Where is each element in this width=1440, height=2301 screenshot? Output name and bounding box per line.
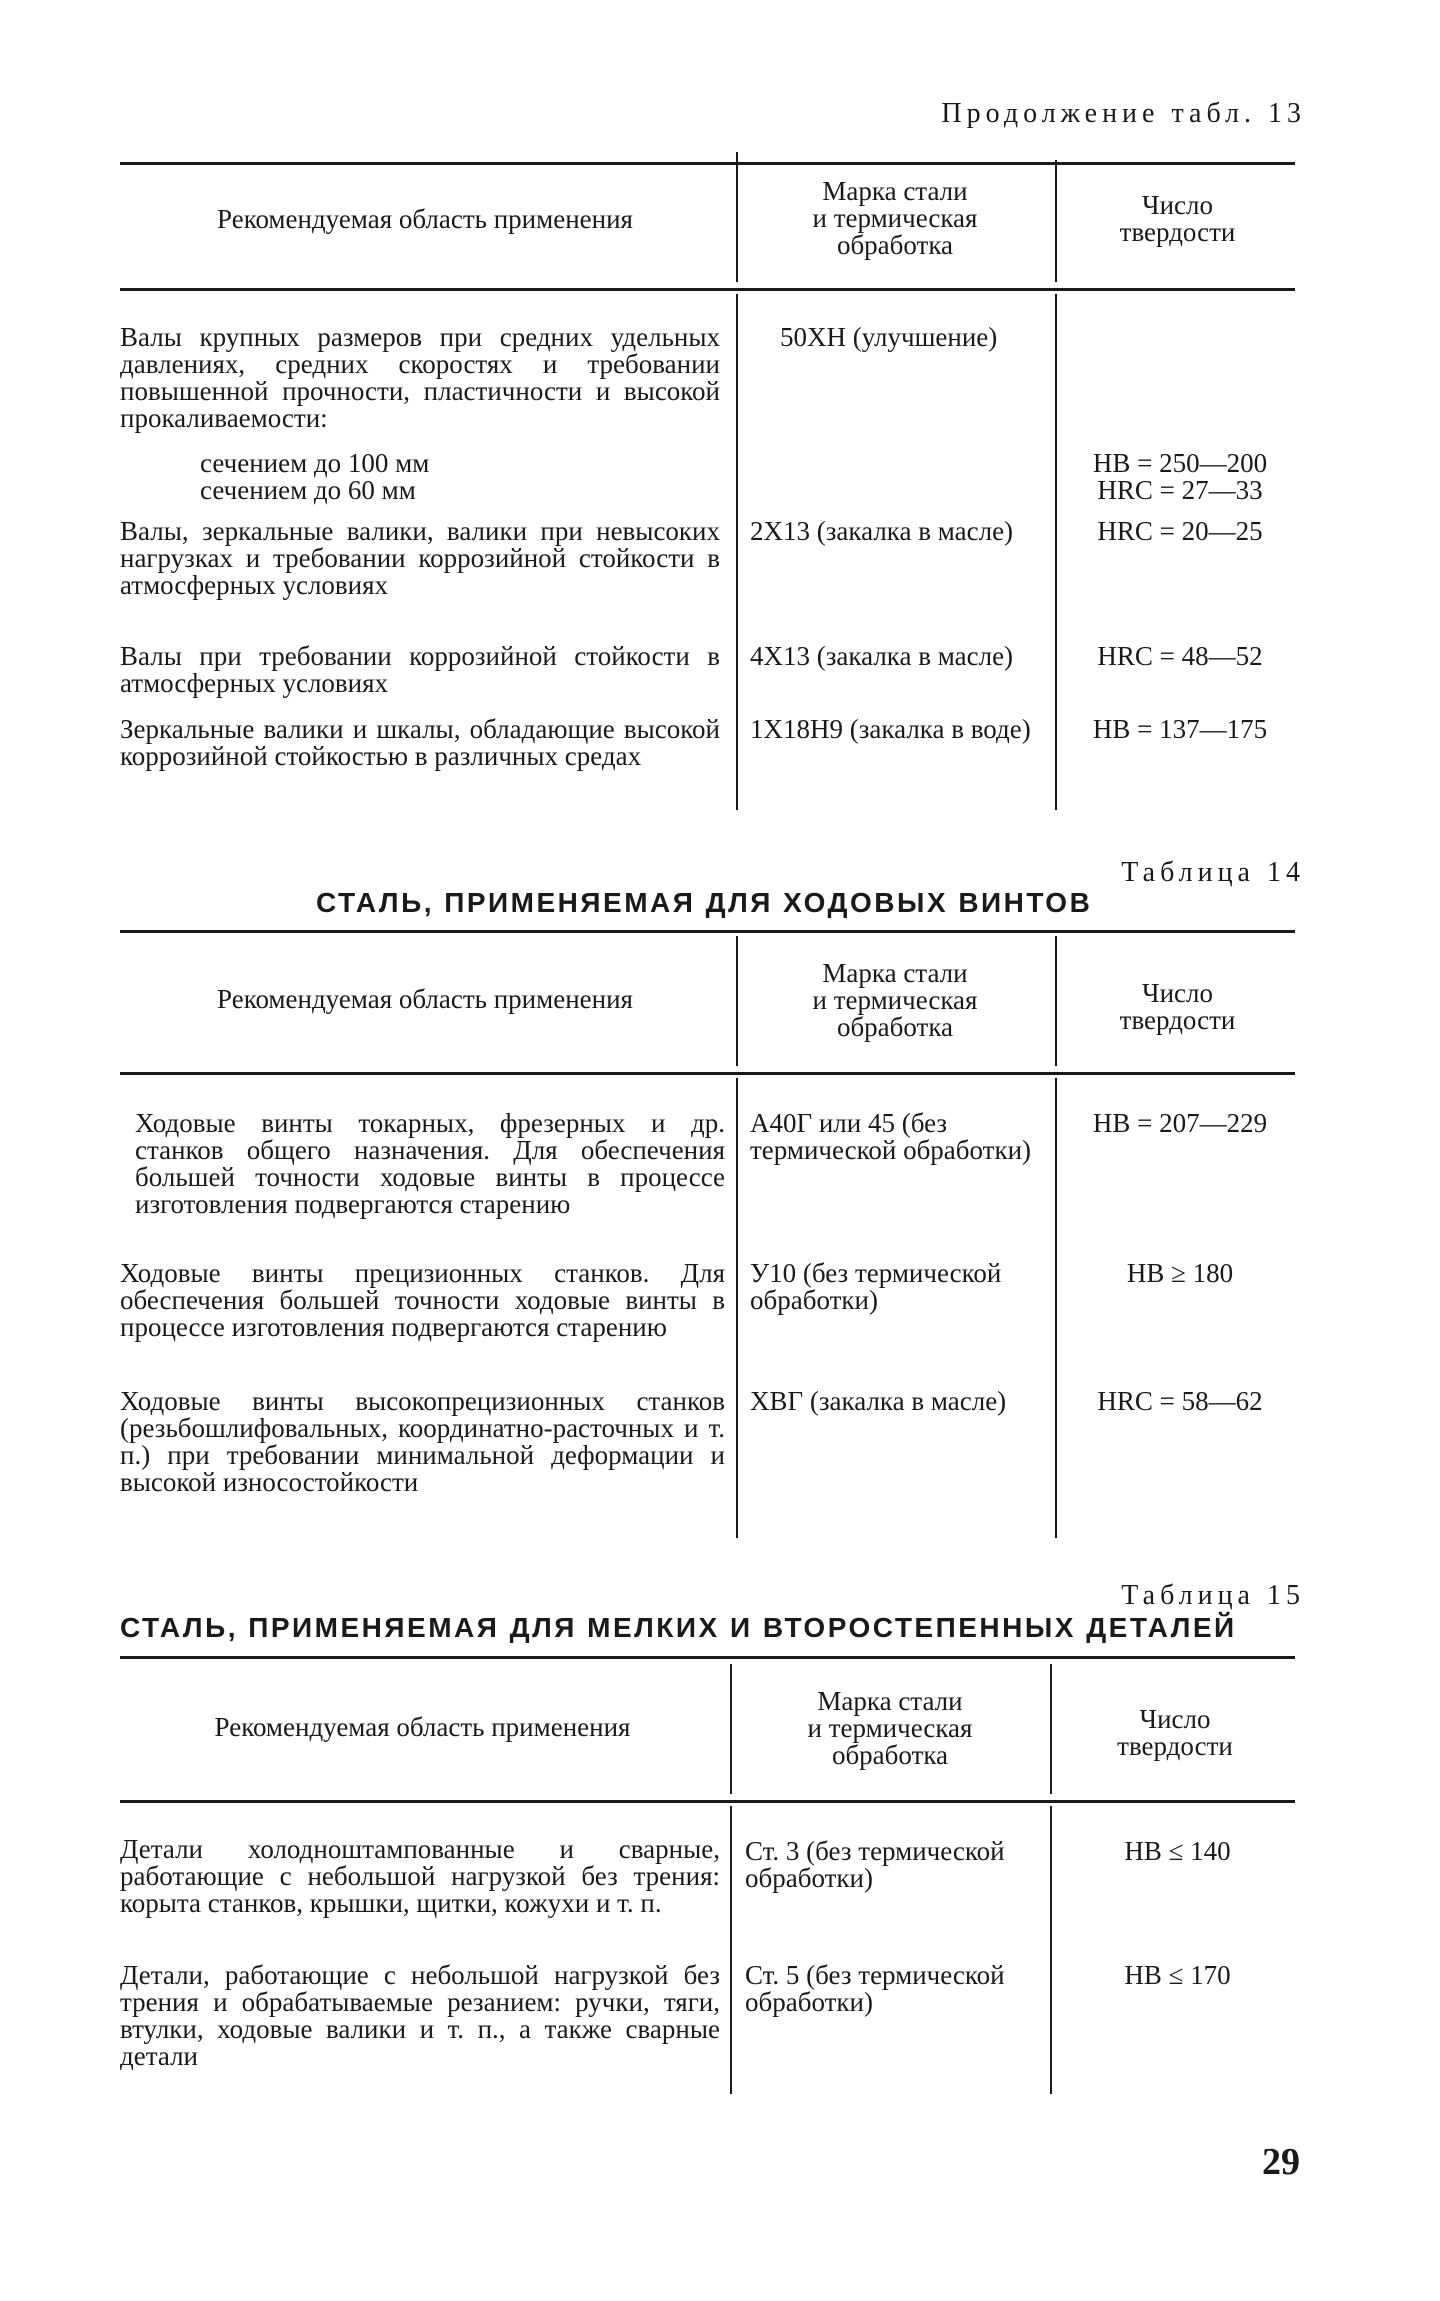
column-divider bbox=[1055, 936, 1057, 1066]
table-top-rule bbox=[120, 1656, 1295, 1659]
table-row-steel: А40Г или 45 (без термической обработки) bbox=[750, 1108, 1032, 1165]
header-steel: Марка стали и термическая обработка bbox=[812, 958, 978, 1042]
table-row-hardness: НВ ≤ 170 bbox=[1124, 1960, 1231, 1990]
header-area: Рекомендуемая область применения bbox=[217, 204, 633, 234]
column-divider bbox=[1055, 1078, 1057, 1538]
column-divider bbox=[1050, 1806, 1052, 2094]
table-header-rule bbox=[120, 1072, 1295, 1075]
table-row-sub: сечением до 100 мм bbox=[200, 448, 430, 478]
table-row-area: Валы при требовании коррозийной стойкости в атмосферных условиях bbox=[120, 641, 720, 698]
table-row-sub: сечением до 60 мм bbox=[200, 475, 416, 505]
header-steel: Марка стали и термическая обработка bbox=[807, 1686, 973, 1770]
header-hardness: Число твердости bbox=[1117, 1704, 1233, 1761]
table-row-hardness: НВ = 207—229 bbox=[1092, 1108, 1268, 1138]
table-14 bbox=[120, 930, 1295, 1540]
column-divider bbox=[1050, 1664, 1052, 1794]
table-row-steel: 50ХН (улучшение) bbox=[780, 322, 998, 352]
table-row-hardness: HRC = 20—25 bbox=[1097, 516, 1263, 546]
table-header-rule bbox=[120, 288, 1295, 291]
table-top-rule bbox=[120, 162, 1295, 165]
table-row-area: Ходовые винты токарных, фрезерных и др. станков общего назначения. Для обеспечения большей точности ходовые винты в процессе изготовления подвергаются старению bbox=[135, 1108, 725, 1219]
header-steel: Марка стали и термическая обработка bbox=[812, 176, 978, 260]
table-row-hardness: НВ = 250—200 bbox=[1092, 448, 1268, 478]
table-row-area: Зеркальные валики и шкалы, обладающие высокой коррозийной стойкостью в различных средах bbox=[120, 714, 720, 771]
column-divider bbox=[736, 936, 738, 1066]
table-row-hardness: HRC = 27—33 bbox=[1097, 475, 1263, 505]
table-row-area: Детали, работающие с небольшой нагрузкой без трения и обрабатываемые резанием: ручки, тяги, втулки, ходовые валики и т. п., а также сварные детали bbox=[120, 1960, 720, 2071]
table-row-steel: 2Х13 (закалка в масле) bbox=[750, 516, 1014, 546]
table-top-rule bbox=[120, 930, 1295, 933]
table-15-caption: Таблица 15 bbox=[1121, 1580, 1305, 1611]
table-15-title: СТАЛЬ, ПРИМЕНЯЕМАЯ ДЛЯ МЕЛКИХ И ВТОРОСТЕПЕННЫХ ДЕТАЛЕЙ bbox=[120, 1612, 1237, 1643]
table-14-caption: Таблица 14 bbox=[1121, 857, 1305, 888]
column-divider bbox=[1055, 160, 1057, 282]
table-row-steel: ХВГ (закалка в масле) bbox=[750, 1386, 1007, 1416]
table-row-steel: 4Х13 (закалка в масле) bbox=[750, 641, 1014, 671]
table-row-steel: Ст. 3 (без термической обработки) bbox=[745, 1836, 1005, 1893]
table-row-hardness: НВ ≥ 180 bbox=[1126, 1258, 1234, 1288]
table-row-hardness: НВ ≤ 140 bbox=[1124, 1836, 1231, 1866]
column-divider bbox=[1055, 294, 1057, 810]
table-14-title: СТАЛЬ, ПРИМЕНЯЕМАЯ ДЛЯ ХОДОВЫХ ВИНТОВ bbox=[316, 887, 1093, 918]
column-divider bbox=[730, 1806, 732, 2094]
table-header-rule bbox=[120, 1800, 1295, 1803]
table-row-steel: 1Х18Н9 (закалка в воде) bbox=[750, 714, 1031, 744]
table-row-hardness: HRC = 48—52 bbox=[1097, 641, 1263, 671]
table-row-area: Детали холодноштампованные и сварные, работающие с небольшой нагрузкой без трения: корыта станков, крышки, щитки, кожухи и т. п. bbox=[120, 1834, 720, 1918]
table-row-area: Ходовые винты высокопрецизионных станков (резьбошлифовальных, координатно-расточных и т. п.) при требовании минимальной деформации и высокой износостойкости bbox=[120, 1386, 725, 1497]
header-hardness: Число твердости bbox=[1119, 978, 1236, 1035]
continuation-caption: Продолжение табл. 13 bbox=[941, 98, 1306, 129]
table-row-steel: У10 (без термической обработки) bbox=[750, 1258, 1002, 1315]
column-divider bbox=[730, 1664, 732, 1794]
table-13 bbox=[120, 148, 1295, 813]
table-row-steel: Ст. 5 (без термической обработки) bbox=[745, 1960, 1005, 2017]
table-15 bbox=[120, 1656, 1295, 2096]
table-row-hardness: НВ = 137—175 bbox=[1092, 714, 1268, 744]
table-row-hardness: HRC = 58—62 bbox=[1097, 1386, 1263, 1416]
table-row-area: Ходовые винты прецизионных станков. Для обеспечения большей точности ходовые винты в процессе изготовления подвергаются старению bbox=[120, 1258, 725, 1342]
column-divider bbox=[736, 152, 738, 282]
header-area: Рекомендуемая область применения bbox=[214, 1712, 631, 1742]
header-hardness: Число твердости bbox=[1119, 190, 1236, 247]
table-row-area: Валы, зеркальные валики, валики при невысоких нагрузках и требовании коррозийной стойкости в атмосферных условиях bbox=[120, 516, 720, 600]
page-number: 29 bbox=[1262, 2141, 1300, 2183]
header-area: Рекомендуемая область применения bbox=[217, 984, 633, 1014]
table-row-area: Валы крупных размеров при средних удельных давлениях, средних скоростях и требовании повышенной прочности, пластичности и высокой прокаливаемости: bbox=[120, 322, 720, 433]
column-divider bbox=[736, 1078, 738, 1538]
column-divider bbox=[736, 294, 738, 810]
